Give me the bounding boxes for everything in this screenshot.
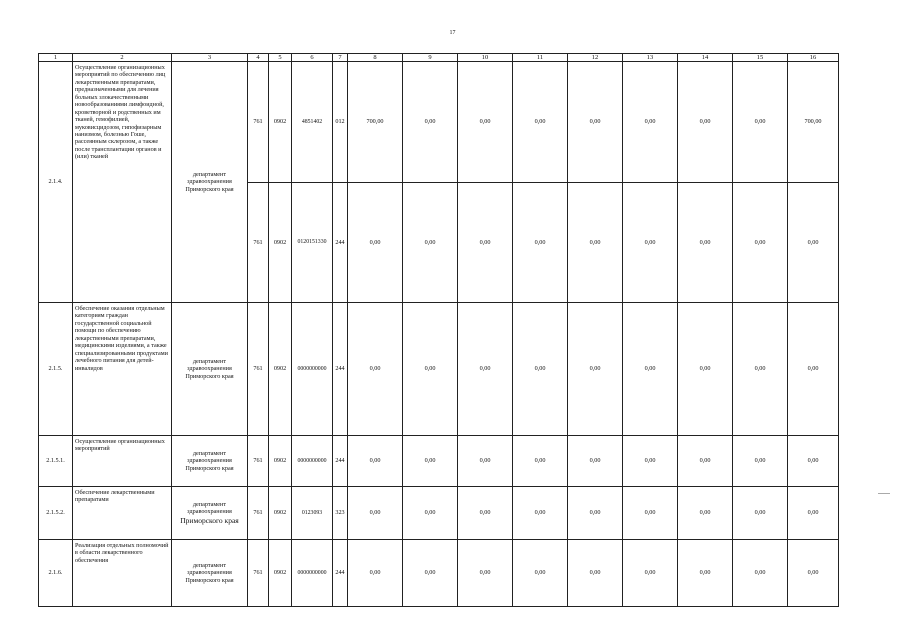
header-cell: 2 (73, 54, 172, 62)
value-cell: 0,00 (348, 436, 403, 487)
value-cell: 0,00 (788, 303, 839, 436)
header-cell: 16 (788, 54, 839, 62)
cell-col7: 244 (333, 540, 348, 607)
value-cell: 0,00 (788, 540, 839, 607)
value-cell: 0,00 (733, 303, 788, 436)
value-cell: 0,00 (513, 183, 568, 303)
cell-col7: 244 (333, 436, 348, 487)
value-cell: 0,00 (458, 436, 513, 487)
cell-col5: 0902 (269, 183, 292, 303)
cell-col6: 0123093 (292, 487, 333, 540)
header-cell: 7 (333, 54, 348, 62)
cell-col4: 761 (248, 436, 269, 487)
cell-col5: 0902 (269, 436, 292, 487)
value-cell: 0,00 (513, 62, 568, 183)
value-cell: 0,00 (458, 183, 513, 303)
value-cell: 700,00 (348, 62, 403, 183)
value-cell: 0,00 (678, 487, 733, 540)
value-cell: 0,00 (568, 487, 623, 540)
row-department: департамент здравоохранения Приморского края (172, 436, 248, 487)
cell-col6: 0120151330 (292, 183, 333, 303)
value-cell: 0,00 (348, 303, 403, 436)
value-cell: 0,00 (568, 436, 623, 487)
value-cell: 0,00 (623, 183, 678, 303)
row-number: 2.1.6. (39, 540, 73, 607)
row-number: 2.1.5.1. (39, 436, 73, 487)
row-description: Обеспечение оказания отдельным категориям граждан государственной социальной помощи по обеспечению лекарственными препаратами, медицинскими изделиями, а также специализированными продуктами лечебного питания для детей-инвалидов (73, 303, 172, 436)
value-cell: 0,00 (513, 303, 568, 436)
value-cell: 0,00 (458, 540, 513, 607)
value-cell: 0,00 (788, 487, 839, 540)
row-department: департамент здравоохранения Приморского края (172, 540, 248, 607)
table-row (39, 540, 839, 607)
cell-col6: 0000000000 (292, 436, 333, 487)
value-cell: 0,00 (403, 303, 458, 436)
row-department: департамент здравоохранения Приморского края (172, 62, 248, 303)
value-cell: 0,00 (458, 303, 513, 436)
row-description: Осуществление организационных мероприятий (73, 436, 172, 487)
value-cell: 0,00 (623, 303, 678, 436)
value-cell: 0,00 (733, 540, 788, 607)
table-row (39, 436, 839, 487)
cell-col4: 761 (248, 487, 269, 540)
value-cell: 0,00 (458, 487, 513, 540)
header-cell: 14 (678, 54, 733, 62)
row-description: Обеспечение лекарственными препаратами (73, 487, 172, 540)
value-cell: 0,00 (733, 62, 788, 183)
row-description: Реализация отдельных полномочий в области лекарственного обеспечения (73, 540, 172, 607)
value-cell: 0,00 (348, 540, 403, 607)
header-cell: 8 (348, 54, 403, 62)
value-cell: 0,00 (568, 62, 623, 183)
value-cell: 0,00 (568, 183, 623, 303)
value-cell: 0,00 (678, 303, 733, 436)
cell-col4: 761 (248, 540, 269, 607)
header-cell: 13 (623, 54, 678, 62)
cell-col5: 0902 (269, 62, 292, 183)
value-cell: 0,00 (513, 436, 568, 487)
value-cell: 0,00 (403, 183, 458, 303)
department-line: департамент здравоохранения (187, 500, 232, 516)
cell-col7: 012 (333, 62, 348, 183)
cell-col7: 244 (333, 303, 348, 436)
margin-mark (878, 493, 890, 495)
header-cell: 10 (458, 54, 513, 62)
cell-col5: 0902 (269, 487, 292, 540)
header-cell: 6 (292, 54, 333, 62)
value-cell: 0,00 (568, 303, 623, 436)
value-cell: 0,00 (458, 62, 513, 183)
cell-col6: 0000000000 (292, 540, 333, 607)
value-cell: 0,00 (733, 183, 788, 303)
value-cell: 0,00 (678, 540, 733, 607)
cell-col6: 4851402 (292, 62, 333, 183)
cell-col5: 0902 (269, 540, 292, 607)
value-cell: 700,00 (788, 62, 839, 183)
value-cell: 0,00 (403, 487, 458, 540)
header-cell: 5 (269, 54, 292, 62)
value-cell: 0,00 (623, 62, 678, 183)
table-row (39, 303, 839, 436)
cell-col4: 761 (248, 183, 269, 303)
header-row (39, 54, 839, 62)
cell-col6: 0000000000 (292, 303, 333, 436)
header-cell: 1 (39, 54, 73, 62)
row-department: департамент здравоохранения Приморского края (172, 303, 248, 436)
header-cell: 3 (172, 54, 248, 62)
header-cell: 4 (248, 54, 269, 62)
value-cell: 0,00 (513, 540, 568, 607)
value-cell: 0,00 (733, 436, 788, 487)
row-number: 2.1.5.2. (39, 487, 73, 540)
row-department (172, 487, 248, 540)
cell-col7: 244 (333, 183, 348, 303)
value-cell: 0,00 (568, 540, 623, 607)
value-cell: 0,00 (403, 540, 458, 607)
row-description: Осуществление организационных мероприятий по обеспечению лиц лекарственными препаратами, предназначенными для лечения больных злокачественными новообразованиями лимфоидной, кроветворной и родственных им тканей, гемофилией, муковисцидозом, гипофизарным нанизмом, болезнью Гоше, рассеянным склерозом, а также после трансплантации органов и (или) тканей (73, 62, 172, 303)
value-cell: 0,00 (788, 436, 839, 487)
row-number: 2.1.5. (39, 303, 73, 436)
row-number: 2.1.4. (39, 62, 73, 303)
value-cell: 0,00 (403, 62, 458, 183)
cell-col4: 761 (248, 303, 269, 436)
value-cell: 0,00 (623, 436, 678, 487)
value-cell: 0,00 (678, 183, 733, 303)
table-row (39, 62, 839, 183)
value-cell: 0,00 (623, 540, 678, 607)
value-cell: 0,00 (348, 183, 403, 303)
value-cell: 0,00 (403, 436, 458, 487)
value-cell: 0,00 (678, 436, 733, 487)
budget-table (38, 53, 839, 607)
header-cell: 9 (403, 54, 458, 62)
department-region: Приморского края (180, 515, 239, 525)
value-cell: 0,00 (513, 487, 568, 540)
page-number: 17 (449, 30, 456, 36)
cell-col5: 0902 (269, 303, 292, 436)
cell-col7: 323 (333, 487, 348, 540)
value-cell: 0,00 (623, 487, 678, 540)
cell-col4: 761 (248, 62, 269, 183)
value-cell: 0,00 (348, 487, 403, 540)
value-cell: 0,00 (733, 487, 788, 540)
value-cell: 0,00 (678, 62, 733, 183)
value-cell: 0,00 (788, 183, 839, 303)
header-cell: 15 (733, 54, 788, 62)
table-row (39, 487, 839, 540)
header-cell: 12 (568, 54, 623, 62)
header-cell: 11 (513, 54, 568, 62)
